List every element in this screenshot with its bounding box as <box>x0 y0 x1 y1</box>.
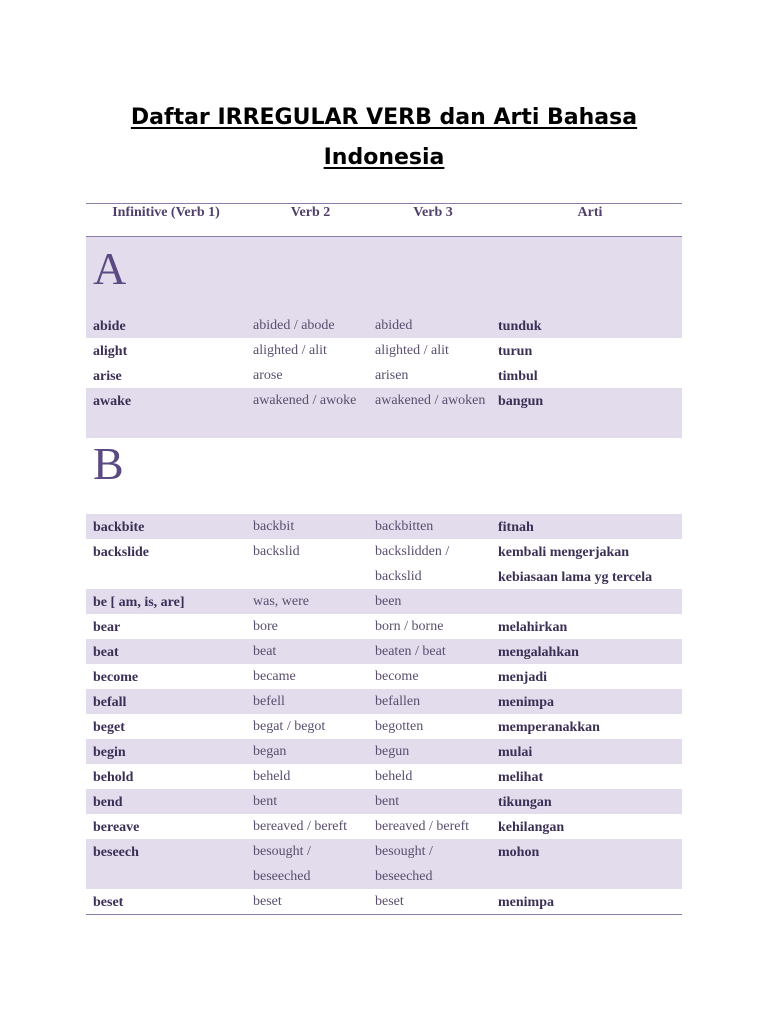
cell-infinitive: become <box>93 670 139 685</box>
cell-infinitive: beget <box>93 720 125 735</box>
cell-infinitive: behold <box>93 770 134 785</box>
table-row <box>86 639 682 664</box>
cell-arti: mohon <box>498 845 540 860</box>
cell-verb3: beaten / beat <box>375 644 446 659</box>
cell-verb3: arisen <box>375 368 409 383</box>
cell-arti: mulai <box>498 745 533 760</box>
cell-infinitive: begin <box>93 745 126 760</box>
cell-verb2: bereaved / bereft <box>253 819 348 834</box>
cell-infinitive: be [ am, is, are] <box>93 595 185 610</box>
cell-verb2: bore <box>253 619 278 634</box>
cell-infinitive: alight <box>93 344 128 359</box>
header-verb3: Verb 3 <box>413 205 453 220</box>
cell-verb2: alighted / alit <box>253 343 327 358</box>
cell-verb2: beset <box>253 894 282 909</box>
table-row <box>86 664 682 689</box>
cell-verb2: became <box>253 669 296 684</box>
cell-verb2: bent <box>253 794 278 809</box>
cell-infinitive: awake <box>93 394 132 409</box>
cell-verb3: abided <box>375 318 413 333</box>
table-row <box>86 764 682 789</box>
cell-verb3: besought / beseeched <box>375 844 433 884</box>
cell-infinitive: bereave <box>93 820 140 835</box>
cell-arti: timbul <box>498 369 538 384</box>
cell-verb3: become <box>375 669 419 684</box>
cell-verb2: arose <box>253 368 283 383</box>
cell-arti: memperanakkan <box>498 720 600 735</box>
cell-arti: menimpa <box>498 695 554 710</box>
title-line-2: Indonesia <box>323 145 445 170</box>
cell-arti <box>491 589 682 614</box>
cell-verb3: backslidden / backslid <box>375 544 450 584</box>
cell-verb3: begun <box>375 744 410 759</box>
cell-verb3: been <box>375 594 402 609</box>
irregular-verb-table <box>86 203 682 915</box>
cell-verb2: backbit <box>253 519 295 534</box>
cell-infinitive: backslide <box>93 545 150 560</box>
table-row <box>86 313 682 338</box>
cell-infinitive: arise <box>93 369 122 384</box>
cell-infinitive: befall <box>93 695 127 710</box>
cell-verb2: beheld <box>253 769 291 784</box>
page-title <box>0 98 768 178</box>
cell-arti: menimpa <box>498 895 554 910</box>
cell-verb3: alighted / alit <box>375 343 449 358</box>
cell-infinitive: beset <box>93 895 124 910</box>
cell-arti: fitnah <box>498 520 534 535</box>
header-infinitive: Infinitive (Verb 1) <box>112 205 220 220</box>
cell-verb3: born / borne <box>375 619 444 634</box>
title-line-1: Daftar IRREGULAR VERB dan Arti Bahasa <box>130 105 638 130</box>
header-arti: Arti <box>577 205 603 220</box>
table-row <box>86 814 682 839</box>
table-row <box>86 514 682 539</box>
cell-infinitive: beat <box>93 645 119 660</box>
cell-verb2: backslid <box>253 544 300 559</box>
table-bottom-rule <box>86 914 682 915</box>
cell-verb2: begat / begot <box>253 719 326 734</box>
cell-arti: mengalahkan <box>498 645 579 660</box>
cell-arti: kehilangan <box>498 820 565 835</box>
table-row <box>86 338 682 363</box>
cell-verb2: abided / abode <box>253 318 335 333</box>
cell-verb3: bereaved / bereft <box>375 819 470 834</box>
table-header <box>86 203 682 237</box>
cell-verb2: awakened / awoke <box>253 393 357 408</box>
cell-arti: tunduk <box>498 319 542 334</box>
cell-verb2: befell <box>253 694 285 709</box>
cell-verb3: awakened / awoken <box>375 393 486 408</box>
cell-verb3: backbitten <box>375 519 434 534</box>
header-verb2: Verb 2 <box>290 205 331 220</box>
table-row <box>86 889 682 914</box>
table-row <box>86 589 682 614</box>
section-letter-a: A <box>86 237 682 313</box>
cell-arti: turun <box>498 344 533 359</box>
cell-verb2: began <box>253 744 287 759</box>
cell-verb3: beheld <box>375 769 413 784</box>
cell-arti: bangun <box>498 394 544 409</box>
table-row <box>86 363 682 388</box>
cell-verb3: begotten <box>375 719 424 734</box>
table-row <box>86 614 682 639</box>
cell-infinitive: bear <box>93 620 121 635</box>
cell-infinitive: abide <box>93 319 126 334</box>
table-row <box>86 739 682 764</box>
section-letter-b: B <box>86 438 682 514</box>
table-row <box>86 839 682 889</box>
cell-verb3: befallen <box>375 694 421 709</box>
cell-verb3: beset <box>375 894 404 909</box>
cell-infinitive: bend <box>93 795 123 810</box>
cell-infinitive: beseech <box>93 845 139 860</box>
table-row <box>86 714 682 739</box>
cell-arti: melahirkan <box>498 620 568 635</box>
table-row <box>86 388 682 438</box>
cell-infinitive: backbite <box>93 520 145 535</box>
table-row <box>86 789 682 814</box>
cell-arti: kembali mengerjakan kebiasaan lama yg tercela <box>498 545 653 585</box>
cell-arti: menjadi <box>498 670 547 685</box>
cell-arti: melihat <box>498 770 544 785</box>
cell-verb2: was, were <box>253 594 309 609</box>
cell-verb2: beat <box>253 644 277 659</box>
cell-verb2: besought / beseeched <box>253 844 311 884</box>
table-row <box>86 689 682 714</box>
cell-arti: tikungan <box>498 795 552 810</box>
cell-verb3: bent <box>375 794 400 809</box>
table-row <box>86 539 682 589</box>
